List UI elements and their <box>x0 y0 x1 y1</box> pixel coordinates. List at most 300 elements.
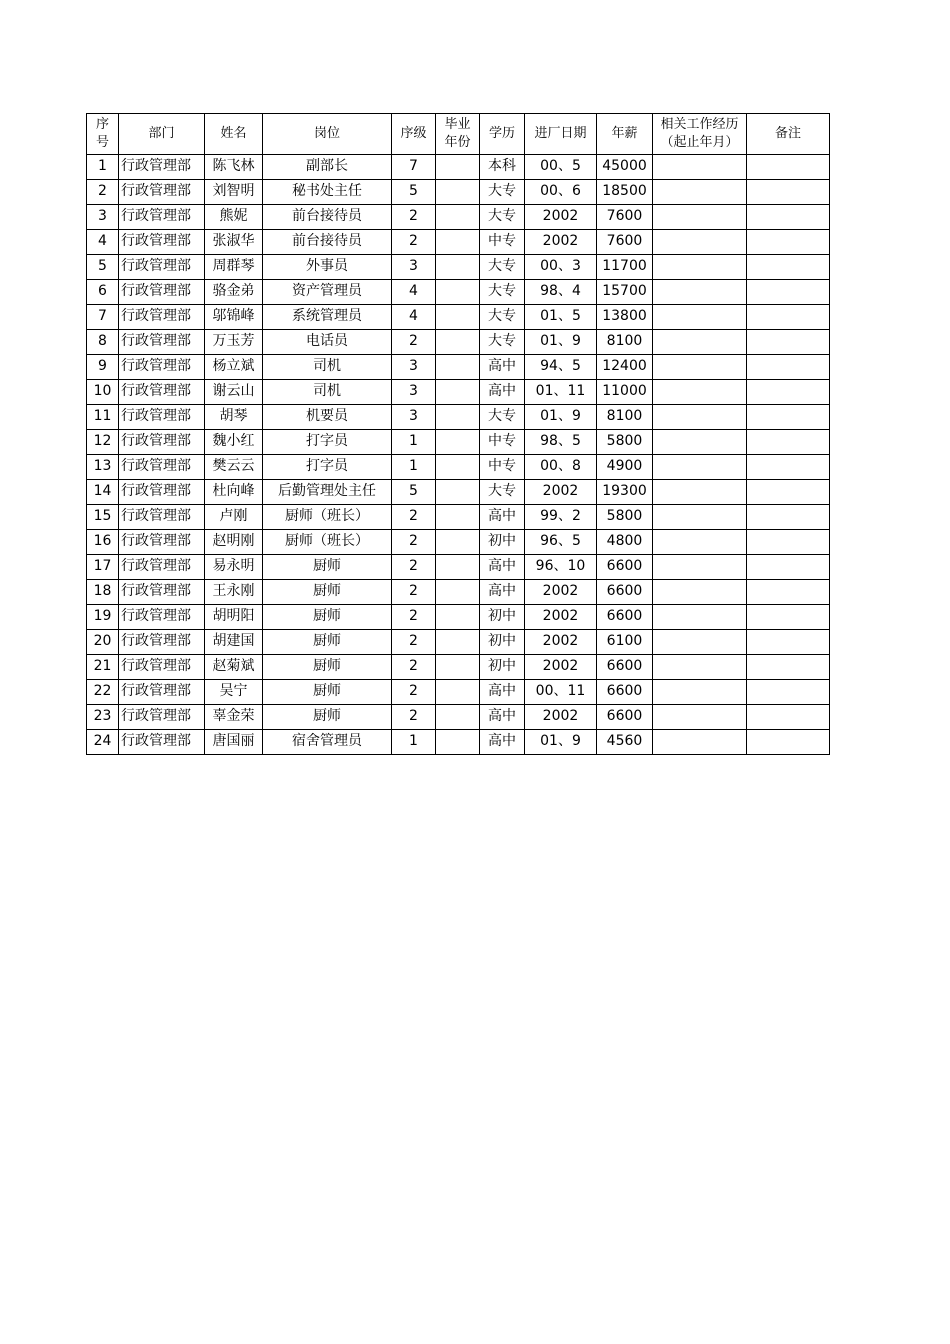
table-row <box>87 480 830 505</box>
cell-seq: 9 <box>87 355 119 380</box>
cell-remark <box>747 205 830 230</box>
cell-grade: 2 <box>392 630 436 655</box>
cell-grade: 2 <box>392 680 436 705</box>
cell-remark <box>747 505 830 530</box>
cell-edu: 高中 <box>480 680 525 705</box>
cell-edu: 中专 <box>480 430 525 455</box>
table-row <box>87 230 830 255</box>
cell-remark <box>747 230 830 255</box>
cell-edu: 大专 <box>480 180 525 205</box>
cell-edu: 中专 <box>480 230 525 255</box>
table-row <box>87 280 830 305</box>
cell-entry-date: 98、4 <box>525 280 597 305</box>
cell-name: 万玉芳 <box>205 330 263 355</box>
cell-remark <box>747 680 830 705</box>
cell-entry-date: 00、6 <box>525 180 597 205</box>
cell-post: 电话员 <box>263 330 392 355</box>
cell-dept: 行政管理部 <box>119 705 205 730</box>
cell-edu: 大专 <box>480 305 525 330</box>
cell-grad-year <box>436 655 480 680</box>
cell-dept: 行政管理部 <box>119 230 205 255</box>
cell-remark <box>747 255 830 280</box>
cell-seq: 13 <box>87 455 119 480</box>
cell-grad-year <box>436 480 480 505</box>
cell-salary: 4800 <box>597 530 653 555</box>
cell-dept: 行政管理部 <box>119 305 205 330</box>
cell-remark <box>747 730 830 755</box>
cell-grad-year <box>436 205 480 230</box>
header-row <box>87 114 830 155</box>
cell-grade: 2 <box>392 530 436 555</box>
cell-salary: 11000 <box>597 380 653 405</box>
table-row <box>87 630 830 655</box>
cell-name: 卢刚 <box>205 505 263 530</box>
cell-post: 前台接待员 <box>263 230 392 255</box>
cell-name: 杜向峰 <box>205 480 263 505</box>
header-grade: 序级 <box>392 114 436 155</box>
cell-post: 厨师（班长） <box>263 530 392 555</box>
cell-remark <box>747 380 830 405</box>
cell-edu: 高中 <box>480 580 525 605</box>
cell-grad-year <box>436 330 480 355</box>
cell-experience <box>653 455 747 480</box>
header-salary: 年薪 <box>597 114 653 155</box>
cell-salary: 4900 <box>597 455 653 480</box>
cell-post: 打字员 <box>263 455 392 480</box>
cell-salary: 5800 <box>597 505 653 530</box>
cell-grad-year <box>436 280 480 305</box>
cell-grade: 2 <box>392 230 436 255</box>
table-row <box>87 380 830 405</box>
cell-edu: 高中 <box>480 380 525 405</box>
cell-grad-year <box>436 705 480 730</box>
cell-dept: 行政管理部 <box>119 405 205 430</box>
cell-edu: 大专 <box>480 405 525 430</box>
cell-dept: 行政管理部 <box>119 455 205 480</box>
cell-name: 赵菊斌 <box>205 655 263 680</box>
cell-seq: 5 <box>87 255 119 280</box>
cell-dept: 行政管理部 <box>119 355 205 380</box>
cell-experience <box>653 405 747 430</box>
cell-remark <box>747 280 830 305</box>
table-row <box>87 530 830 555</box>
cell-grade: 2 <box>392 580 436 605</box>
header-seq: 序 号 <box>87 114 119 155</box>
cell-salary: 6100 <box>597 630 653 655</box>
table-row <box>87 680 830 705</box>
cell-post: 司机 <box>263 380 392 405</box>
cell-remark <box>747 430 830 455</box>
cell-remark <box>747 330 830 355</box>
cell-grade: 4 <box>392 280 436 305</box>
table-row <box>87 305 830 330</box>
cell-post: 宿舍管理员 <box>263 730 392 755</box>
cell-post: 厨师 <box>263 555 392 580</box>
table-row <box>87 705 830 730</box>
cell-salary: 4560 <box>597 730 653 755</box>
cell-remark <box>747 555 830 580</box>
cell-name: 谢云山 <box>205 380 263 405</box>
cell-entry-date: 2002 <box>525 580 597 605</box>
cell-salary: 11700 <box>597 255 653 280</box>
cell-dept: 行政管理部 <box>119 730 205 755</box>
cell-experience <box>653 480 747 505</box>
cell-edu: 初中 <box>480 630 525 655</box>
cell-experience <box>653 680 747 705</box>
cell-grad-year <box>436 680 480 705</box>
cell-post: 前台接待员 <box>263 205 392 230</box>
cell-grade: 7 <box>392 155 436 180</box>
cell-entry-date: 2002 <box>525 230 597 255</box>
cell-salary: 8100 <box>597 405 653 430</box>
cell-seq: 8 <box>87 330 119 355</box>
cell-experience <box>653 530 747 555</box>
cell-entry-date: 01、9 <box>525 730 597 755</box>
cell-dept: 行政管理部 <box>119 205 205 230</box>
cell-post: 机要员 <box>263 405 392 430</box>
cell-grade: 3 <box>392 380 436 405</box>
cell-post: 厨师 <box>263 680 392 705</box>
cell-dept: 行政管理部 <box>119 180 205 205</box>
cell-edu: 高中 <box>480 705 525 730</box>
cell-experience <box>653 355 747 380</box>
cell-dept: 行政管理部 <box>119 330 205 355</box>
table-row <box>87 355 830 380</box>
cell-remark <box>747 355 830 380</box>
cell-seq: 6 <box>87 280 119 305</box>
cell-grade: 1 <box>392 455 436 480</box>
cell-grade: 2 <box>392 705 436 730</box>
cell-grad-year <box>436 580 480 605</box>
cell-experience <box>653 555 747 580</box>
cell-grad-year <box>436 305 480 330</box>
cell-remark <box>747 605 830 630</box>
cell-entry-date: 96、10 <box>525 555 597 580</box>
cell-salary: 15700 <box>597 280 653 305</box>
cell-entry-date: 2002 <box>525 705 597 730</box>
cell-remark <box>747 155 830 180</box>
cell-grad-year <box>436 455 480 480</box>
cell-name: 邬锦峰 <box>205 305 263 330</box>
cell-experience <box>653 580 747 605</box>
employee-table <box>86 113 830 755</box>
cell-grade: 2 <box>392 555 436 580</box>
cell-salary: 6600 <box>597 555 653 580</box>
cell-experience <box>653 505 747 530</box>
cell-name: 吴宁 <box>205 680 263 705</box>
cell-experience <box>653 280 747 305</box>
table-row <box>87 555 830 580</box>
cell-seq: 18 <box>87 580 119 605</box>
cell-salary: 8100 <box>597 330 653 355</box>
cell-remark <box>747 455 830 480</box>
cell-grade: 1 <box>392 730 436 755</box>
cell-experience <box>653 230 747 255</box>
cell-post: 系统管理员 <box>263 305 392 330</box>
header-entry-date: 进厂日期 <box>525 114 597 155</box>
cell-edu: 初中 <box>480 605 525 630</box>
cell-experience <box>653 205 747 230</box>
header-remark: 备注 <box>747 114 830 155</box>
cell-post: 厨师 <box>263 605 392 630</box>
cell-salary: 19300 <box>597 480 653 505</box>
cell-salary: 5800 <box>597 430 653 455</box>
cell-grade: 2 <box>392 655 436 680</box>
cell-edu: 中专 <box>480 455 525 480</box>
cell-grad-year <box>436 405 480 430</box>
cell-seq: 12 <box>87 430 119 455</box>
cell-grade: 2 <box>392 605 436 630</box>
cell-grad-year <box>436 630 480 655</box>
cell-entry-date: 2002 <box>525 480 597 505</box>
cell-grade: 5 <box>392 180 436 205</box>
cell-post: 厨师 <box>263 655 392 680</box>
cell-post: 厨师 <box>263 580 392 605</box>
table-row <box>87 605 830 630</box>
cell-post: 厨师（班长） <box>263 505 392 530</box>
cell-edu: 初中 <box>480 530 525 555</box>
cell-experience <box>653 330 747 355</box>
cell-name: 胡琴 <box>205 405 263 430</box>
cell-post: 打字员 <box>263 430 392 455</box>
table-row <box>87 205 830 230</box>
table-body <box>87 155 830 755</box>
cell-grade: 5 <box>392 480 436 505</box>
table-row <box>87 155 830 180</box>
header-dept: 部门 <box>119 114 205 155</box>
cell-post: 资产管理员 <box>263 280 392 305</box>
cell-entry-date: 01、9 <box>525 330 597 355</box>
table-row <box>87 655 830 680</box>
cell-name: 张淑华 <box>205 230 263 255</box>
cell-entry-date: 2002 <box>525 205 597 230</box>
cell-grad-year <box>436 505 480 530</box>
cell-post: 厨师 <box>263 630 392 655</box>
cell-name: 熊妮 <box>205 205 263 230</box>
cell-entry-date: 00、11 <box>525 680 597 705</box>
cell-grade: 2 <box>392 205 436 230</box>
cell-entry-date: 01、9 <box>525 405 597 430</box>
header-edu: 学历 <box>480 114 525 155</box>
cell-entry-date: 98、5 <box>525 430 597 455</box>
table-row <box>87 505 830 530</box>
cell-name: 樊云云 <box>205 455 263 480</box>
cell-entry-date: 00、3 <box>525 255 597 280</box>
cell-seq: 24 <box>87 730 119 755</box>
cell-dept: 行政管理部 <box>119 555 205 580</box>
table-row <box>87 255 830 280</box>
cell-grade: 4 <box>392 305 436 330</box>
cell-dept: 行政管理部 <box>119 580 205 605</box>
cell-experience <box>653 380 747 405</box>
cell-grade: 3 <box>392 405 436 430</box>
table-header <box>87 114 830 155</box>
cell-remark <box>747 305 830 330</box>
cell-post: 厨师 <box>263 705 392 730</box>
cell-experience <box>653 655 747 680</box>
cell-dept: 行政管理部 <box>119 255 205 280</box>
cell-dept: 行政管理部 <box>119 280 205 305</box>
cell-seq: 21 <box>87 655 119 680</box>
cell-edu: 本科 <box>480 155 525 180</box>
cell-salary: 6600 <box>597 655 653 680</box>
cell-grad-year <box>436 605 480 630</box>
cell-name: 陈飞林 <box>205 155 263 180</box>
table-row <box>87 580 830 605</box>
cell-salary: 7600 <box>597 230 653 255</box>
cell-dept: 行政管理部 <box>119 530 205 555</box>
cell-dept: 行政管理部 <box>119 430 205 455</box>
cell-name: 辜金荣 <box>205 705 263 730</box>
cell-seq: 15 <box>87 505 119 530</box>
cell-grad-year <box>436 380 480 405</box>
cell-name: 赵明刚 <box>205 530 263 555</box>
cell-dept: 行政管理部 <box>119 505 205 530</box>
cell-salary: 45000 <box>597 155 653 180</box>
cell-salary: 6600 <box>597 680 653 705</box>
cell-seq: 10 <box>87 380 119 405</box>
table-row <box>87 430 830 455</box>
header-name: 姓名 <box>205 114 263 155</box>
cell-entry-date: 00、8 <box>525 455 597 480</box>
cell-seq: 11 <box>87 405 119 430</box>
cell-entry-date: 01、11 <box>525 380 597 405</box>
cell-remark <box>747 180 830 205</box>
cell-seq: 7 <box>87 305 119 330</box>
cell-experience <box>653 255 747 280</box>
table-row <box>87 330 830 355</box>
cell-name: 易永明 <box>205 555 263 580</box>
cell-entry-date: 94、5 <box>525 355 597 380</box>
cell-grad-year <box>436 555 480 580</box>
cell-remark <box>747 580 830 605</box>
cell-experience <box>653 180 747 205</box>
cell-salary: 13800 <box>597 305 653 330</box>
cell-name: 王永刚 <box>205 580 263 605</box>
cell-experience <box>653 705 747 730</box>
table-row <box>87 180 830 205</box>
cell-seq: 4 <box>87 230 119 255</box>
cell-salary: 6600 <box>597 580 653 605</box>
cell-grad-year <box>436 355 480 380</box>
table-row <box>87 730 830 755</box>
cell-edu: 高中 <box>480 505 525 530</box>
cell-experience <box>653 630 747 655</box>
cell-post: 秘书处主任 <box>263 180 392 205</box>
cell-grade: 3 <box>392 355 436 380</box>
cell-seq: 14 <box>87 480 119 505</box>
cell-seq: 3 <box>87 205 119 230</box>
cell-edu: 大专 <box>480 205 525 230</box>
cell-grade: 2 <box>392 330 436 355</box>
cell-entry-date: 2002 <box>525 655 597 680</box>
cell-entry-date: 01、5 <box>525 305 597 330</box>
table-row <box>87 405 830 430</box>
cell-dept: 行政管理部 <box>119 605 205 630</box>
cell-dept: 行政管理部 <box>119 155 205 180</box>
cell-entry-date: 99、2 <box>525 505 597 530</box>
cell-name: 胡明阳 <box>205 605 263 630</box>
cell-entry-date: 2002 <box>525 605 597 630</box>
cell-remark <box>747 480 830 505</box>
cell-dept: 行政管理部 <box>119 630 205 655</box>
table-row <box>87 455 830 480</box>
cell-seq: 2 <box>87 180 119 205</box>
cell-dept: 行政管理部 <box>119 655 205 680</box>
cell-grad-year <box>436 430 480 455</box>
cell-name: 胡建国 <box>205 630 263 655</box>
cell-salary: 12400 <box>597 355 653 380</box>
header-post: 岗位 <box>263 114 392 155</box>
cell-edu: 大专 <box>480 280 525 305</box>
cell-experience <box>653 730 747 755</box>
cell-remark <box>747 655 830 680</box>
cell-seq: 19 <box>87 605 119 630</box>
cell-seq: 16 <box>87 530 119 555</box>
cell-grad-year <box>436 730 480 755</box>
cell-post: 副部长 <box>263 155 392 180</box>
cell-name: 唐国丽 <box>205 730 263 755</box>
cell-post: 后勤管理处主任 <box>263 480 392 505</box>
cell-seq: 17 <box>87 555 119 580</box>
cell-post: 司机 <box>263 355 392 380</box>
cell-edu: 高中 <box>480 355 525 380</box>
cell-grade: 2 <box>392 505 436 530</box>
cell-remark <box>747 405 830 430</box>
cell-name: 刘智明 <box>205 180 263 205</box>
cell-grade: 3 <box>392 255 436 280</box>
cell-entry-date: 00、5 <box>525 155 597 180</box>
cell-experience <box>653 155 747 180</box>
cell-name: 骆金弟 <box>205 280 263 305</box>
cell-remark <box>747 530 830 555</box>
cell-grad-year <box>436 255 480 280</box>
cell-entry-date: 96、5 <box>525 530 597 555</box>
cell-seq: 23 <box>87 705 119 730</box>
cell-edu: 初中 <box>480 655 525 680</box>
cell-grade: 1 <box>392 430 436 455</box>
cell-seq: 22 <box>87 680 119 705</box>
cell-experience <box>653 305 747 330</box>
cell-seq: 1 <box>87 155 119 180</box>
cell-name: 魏小红 <box>205 430 263 455</box>
cell-edu: 高中 <box>480 730 525 755</box>
header-grad-year: 毕业 年份 <box>436 114 480 155</box>
cell-edu: 大专 <box>480 480 525 505</box>
cell-edu: 大专 <box>480 255 525 280</box>
cell-post: 外事员 <box>263 255 392 280</box>
cell-salary: 6600 <box>597 705 653 730</box>
cell-dept: 行政管理部 <box>119 480 205 505</box>
cell-seq: 20 <box>87 630 119 655</box>
cell-name: 杨立斌 <box>205 355 263 380</box>
cell-remark <box>747 705 830 730</box>
cell-experience <box>653 430 747 455</box>
cell-edu: 高中 <box>480 555 525 580</box>
cell-dept: 行政管理部 <box>119 380 205 405</box>
cell-experience <box>653 605 747 630</box>
cell-grad-year <box>436 230 480 255</box>
cell-salary: 6600 <box>597 605 653 630</box>
cell-salary: 18500 <box>597 180 653 205</box>
cell-remark <box>747 630 830 655</box>
cell-edu: 大专 <box>480 330 525 355</box>
cell-grad-year <box>436 155 480 180</box>
header-experience: 相关工作经历 （起止年月） <box>653 114 747 155</box>
cell-salary: 7600 <box>597 205 653 230</box>
cell-dept: 行政管理部 <box>119 680 205 705</box>
cell-grad-year <box>436 530 480 555</box>
